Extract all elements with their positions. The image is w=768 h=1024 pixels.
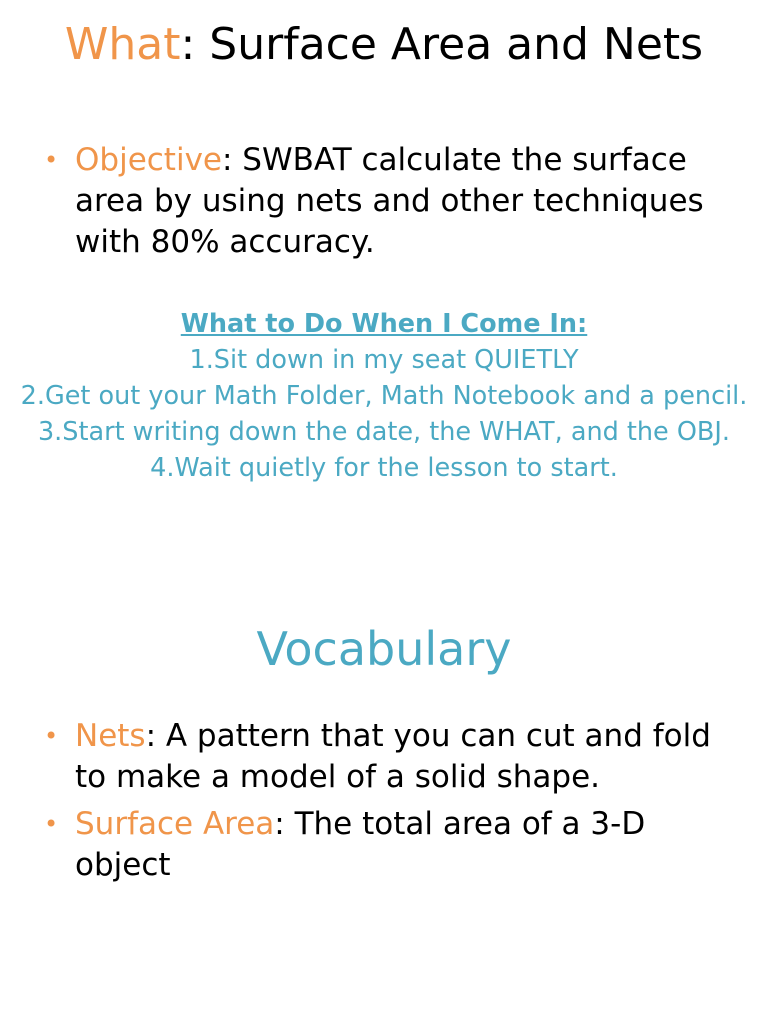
objective-bullet <box>44 140 724 263</box>
bullet-dot-icon: • <box>44 722 59 750</box>
vocabulary-term: Nets <box>75 718 146 754</box>
title-keyword: What <box>64 19 181 70</box>
title-text: : Surface Area and Nets <box>180 19 704 70</box>
entry-steps-heading: What to Do When I Come In: <box>180 309 588 339</box>
bullet-dot-icon: • <box>44 810 59 838</box>
vocabulary-item <box>44 716 724 798</box>
entry-step: 2.Get out your Math Folder, Math Notebook and a pencil. <box>20 381 748 411</box>
entry-step: 3.Start writing down the date, the WHAT, and the OBJ. <box>37 417 731 447</box>
vocabulary-term: Surface Area <box>75 806 275 842</box>
objective-text: : SWBAT calculate the surface area by using nets and other techniques with 80% accuracy. <box>75 142 704 260</box>
entry-steps <box>0 306 768 486</box>
entry-steps-list <box>0 342 768 486</box>
vocabulary-list <box>44 716 724 886</box>
bullet-dot-icon: • <box>44 146 59 174</box>
entry-step: 4.Wait quietly for the lesson to start. <box>150 453 618 483</box>
vocabulary-item <box>44 804 724 886</box>
entry-step: 1.Sit down in my seat QUIETLY <box>189 345 579 375</box>
vocabulary-definition: : The total area of a 3-D object <box>75 806 646 883</box>
objective-list <box>44 140 724 263</box>
slide-title <box>40 18 728 72</box>
objective-term: Objective <box>75 142 222 178</box>
vocabulary-definition: : A pattern that you can cut and fold to make a model of a solid shape. <box>75 718 711 795</box>
vocabulary-heading: Vocabulary <box>256 622 512 676</box>
